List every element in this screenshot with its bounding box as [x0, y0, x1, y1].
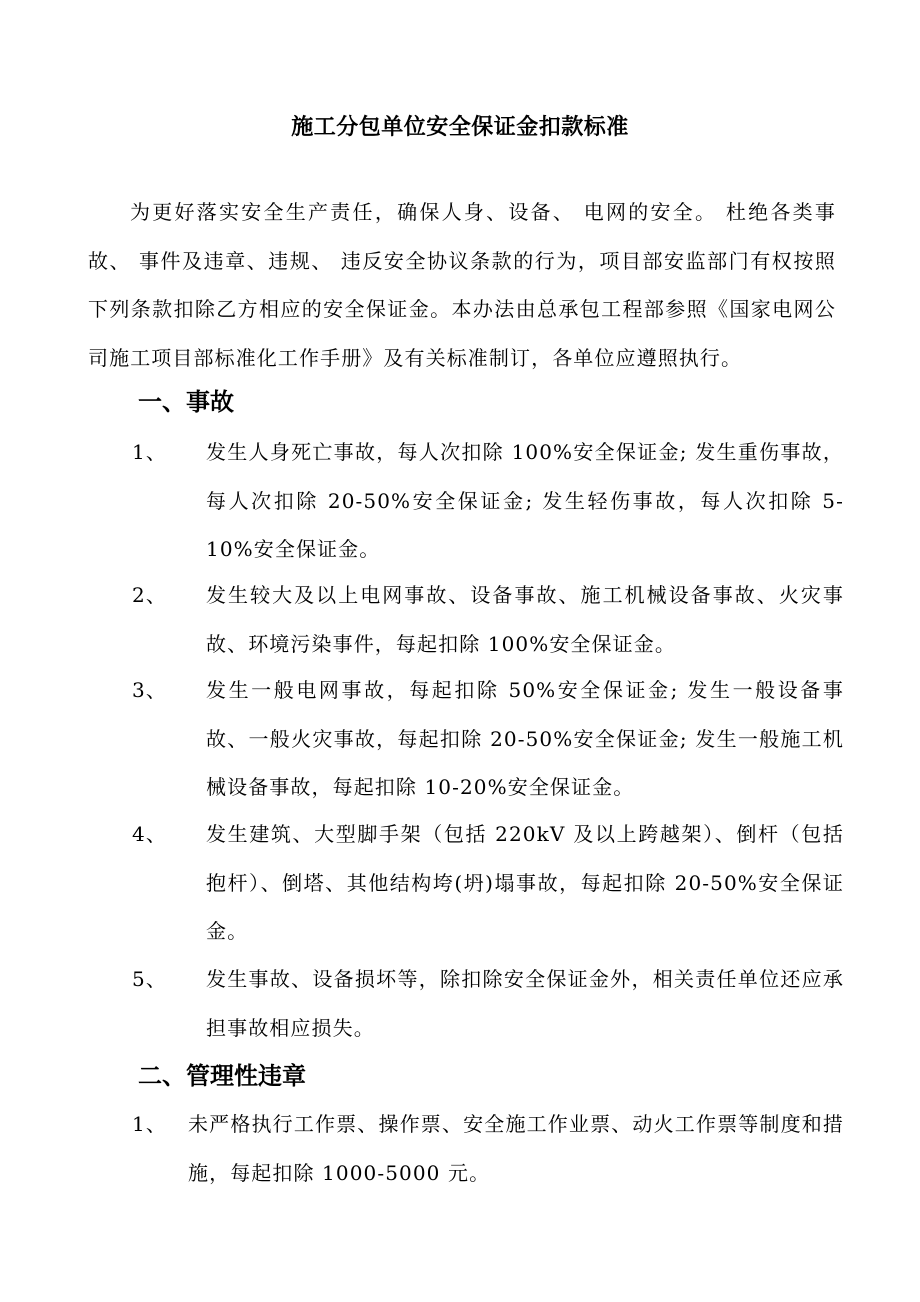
item-number: 1、	[132, 1112, 167, 1136]
item-text: 发生一般电网事故，每起扣除 50%安全保证金; 发生一般设备事故、一般火灾事故，每起扣除 20-50%安全保证金; 发生一般施工机械设备事故，每起扣除 10-20%安全保证金。	[206, 678, 844, 799]
item-number: 5、	[132, 967, 167, 991]
item-text: 发生建筑、大型脚手架（包括 220kV 及以上跨越架）、倒杆（包括抱杆）、倒塔、其他结构垮(坍)塌事故，每起扣除 20-50%安全保证金。	[206, 822, 844, 943]
item-text: 发生事故、设备损坏等，除扣除安全保证金外，相关责任单位还应承担事故相应损失。	[206, 967, 844, 1040]
section-heading-accidents: 一、事故	[138, 388, 234, 416]
item-text: 发生人身死亡事故，每人次扣除 100%安全保证金; 发生重伤事故，每人次扣除 20-50%安全保证金; 发生轻伤事故，每人次扣除 5-10%安全保证金。	[206, 440, 844, 561]
intro-paragraph: 为更好落实安全生产责任，确保人身、设备、 电网的安全。 杜绝各类事故、 事件及违章、违规、 违反安全协议条款的行为，项目部安监部门有权按照下列条款扣除乙方相应的安全保证金。本办法由总承包工程部参照《国家电网公司施工项目部标准化工作手册》及有关标准制订，各单位应遵照执行。	[88, 200, 836, 370]
item-number: 3、	[132, 678, 167, 702]
item-text: 未严格执行工作票、操作票、安全施工作业票、动火工作票等制度和措施，每起扣除 1000-5000 元。	[188, 1112, 844, 1185]
item-number: 1、	[132, 440, 167, 464]
document-title: 施工分包单位安全保证金扣款标准	[291, 113, 629, 140]
item-number: 2、	[132, 583, 167, 607]
item-number: 4、	[132, 822, 167, 846]
section-heading-management-violations: 二、管理性违章	[138, 1062, 306, 1090]
item-text: 发生较大及以上电网事故、设备事故、施工机械设备事故、火灾事故、环境污染事件，每起扣除 100%安全保证金。	[206, 583, 844, 656]
